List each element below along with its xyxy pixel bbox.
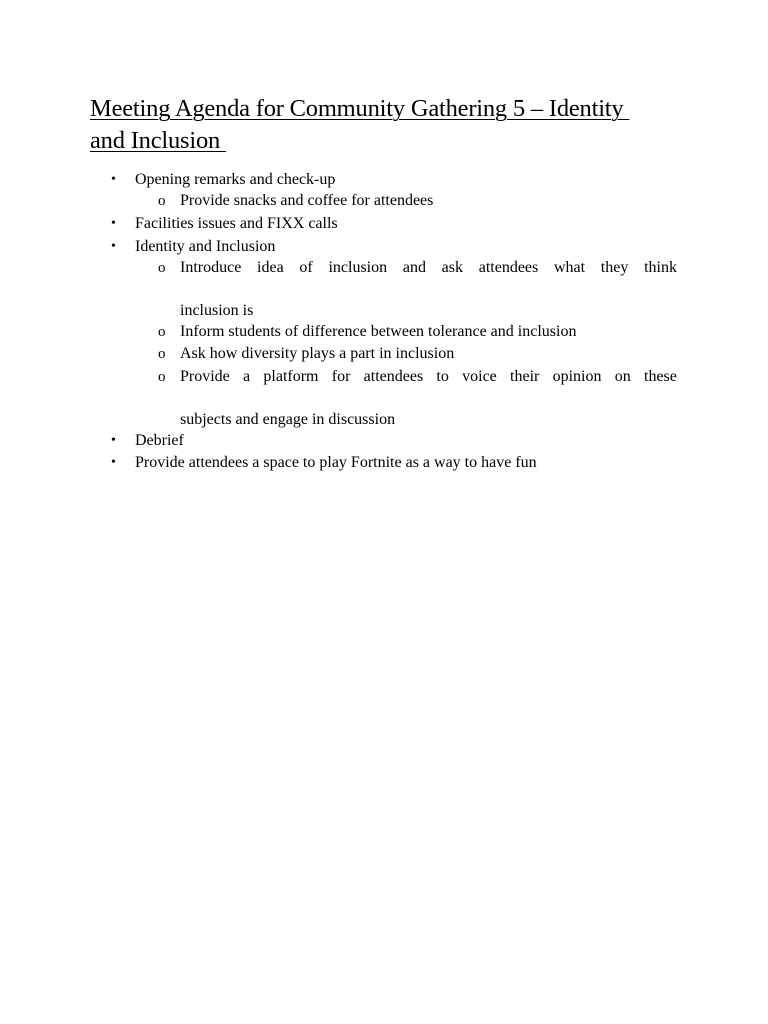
agenda-item-facilities: Facilities issues and FIXX calls (135, 215, 338, 232)
word: opinion (552, 368, 602, 385)
title-line-1: Meeting Agenda for Community Gathering 5 – Identity (90, 95, 630, 122)
sub-bullet-marker: o (158, 369, 166, 385)
bullet-marker: • (111, 433, 116, 448)
bullet-marker: • (111, 239, 116, 254)
agenda-item-fortnite: Provide attendees a space to play Fortnite as a way to have fun (135, 454, 537, 471)
sub-bullet-marker: o (158, 346, 166, 362)
sub-bullet-marker: o (158, 324, 166, 340)
word: these (644, 368, 677, 385)
agenda-subitem-platform-line1 (180, 367, 677, 387)
sub-bullet-marker: o (158, 193, 166, 209)
word: attendees (363, 368, 424, 385)
agenda-subitem-introduce-line2: inclusion is (180, 302, 254, 319)
word: a (243, 368, 251, 385)
word: on (614, 368, 631, 385)
word: Introduce (180, 259, 242, 276)
word: of (299, 259, 313, 276)
word: voice (462, 368, 497, 385)
word: idea (257, 259, 284, 276)
word: to (436, 368, 449, 385)
word: attendees (478, 259, 539, 276)
agenda-item-debrief: Debrief (135, 432, 184, 449)
word: platform (263, 368, 319, 385)
sub-bullet-marker: o (158, 260, 166, 276)
agenda-subitem-diversity: Ask how diversity plays a part in inclusion (180, 345, 455, 362)
agenda-item-identity-inclusion: Identity and Inclusion (135, 238, 276, 255)
agenda-subitem-tolerance: Inform students of difference between tolerance and inclusion (180, 323, 577, 340)
agenda-subitem-introduce-line1 (180, 258, 677, 278)
title-line-2: and Inclusion (90, 127, 227, 154)
word: they (600, 259, 629, 276)
bullet-marker: • (111, 455, 116, 470)
word: ask (441, 259, 463, 276)
word: think (644, 259, 677, 276)
word: inclusion (328, 259, 388, 276)
bullet-marker: • (111, 216, 116, 231)
agenda-subitem-snacks: Provide snacks and coffee for attendees (180, 192, 434, 209)
word: Provide (180, 368, 230, 385)
document-title (90, 93, 690, 157)
word: and (402, 259, 426, 276)
agenda-item-opening-remarks: Opening remarks and check-up (135, 171, 336, 188)
agenda-subitem-platform-line2: subjects and engage in discussion (180, 411, 396, 428)
word: what (553, 259, 586, 276)
word: for (331, 368, 351, 385)
bullet-marker: • (111, 172, 116, 187)
word: their (510, 368, 540, 385)
